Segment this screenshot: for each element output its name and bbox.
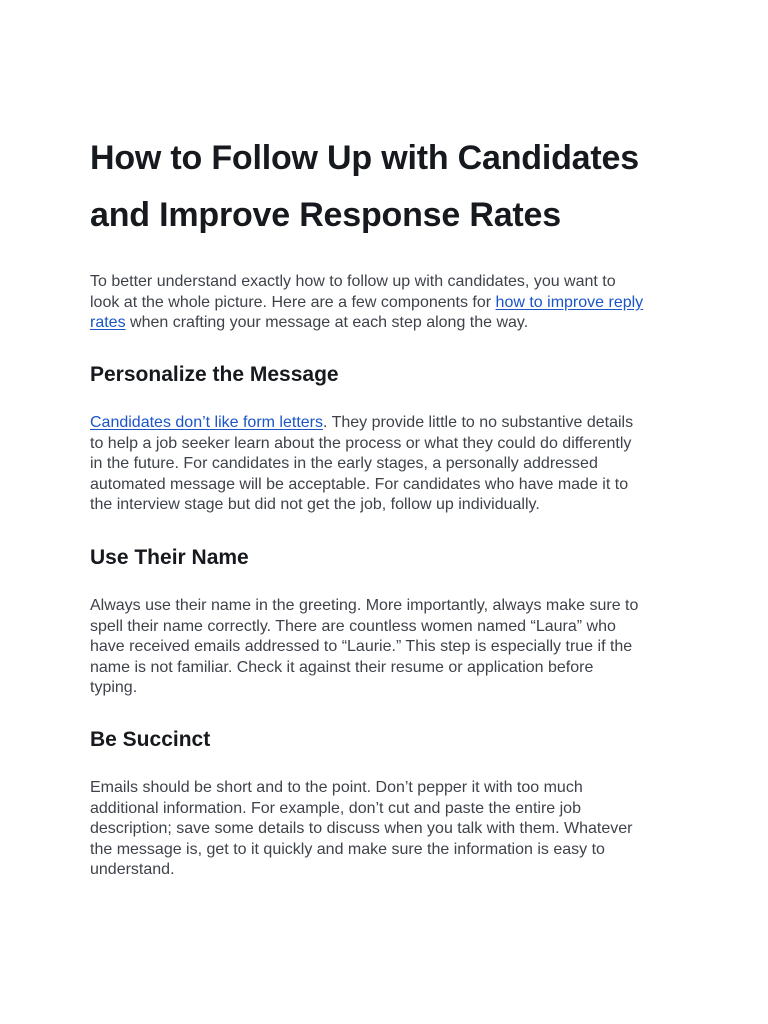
personalize-line-3: in the future. For candidates in the early stages, a personally addressed [90, 455, 598, 472]
personalize-text: . They provide little to no substantive details [323, 414, 634, 431]
intro-paragraph [90, 272, 682, 334]
use-name-line-3: have received emails addressed to “Laurie.” This step is especially true if the [90, 638, 633, 655]
intro-line-3 [90, 313, 682, 334]
personalize-line-4: automated message will be acceptable. For candidates who have made it to [90, 475, 629, 493]
succinct-line-4: the message is, get to it quickly and make sure the information is easy to [90, 840, 605, 858]
heading-personalize: Personalize the Message [90, 363, 339, 386]
personalize-line-5: the interview stage but did not get the job, follow up individually. [90, 496, 540, 513]
document-page [90, 0, 690, 1024]
succinct-line-3: description; save some details to discuss when you talk with them. Whatever [90, 820, 633, 837]
improve-reply-rates-link[interactable]: how to improve reply [495, 293, 644, 311]
use-name-paragraph [90, 596, 682, 699]
intro-text-end: when crafting your message at each step along the way. [125, 314, 529, 331]
form-letters-link[interactable]: Candidates don’t like form letters [90, 414, 323, 431]
intro-text: look at the whole picture. Here are a few components for [90, 293, 496, 311]
title-line-1: How to Follow Up with Candidates [90, 139, 639, 177]
title-line-2: and Improve Response Rates [90, 196, 561, 234]
succinct-line-2: additional information. For example, don’t cut and paste the entire job [90, 799, 581, 817]
succinct-paragraph [90, 778, 682, 881]
use-name-line-4: name is not familiar. Check it against their resume or application before [90, 658, 594, 676]
heading-be-succinct: Be Succinct [90, 728, 211, 751]
intro-line-1: To better understand exactly how to follow up with candidates, you want to [90, 273, 616, 290]
intro-line-2 [90, 293, 682, 314]
personalize-line-2: to help a job seeker learn about the process or what they could do differently [90, 434, 632, 452]
use-name-line-2: spell their name correctly. There are countless women named “Laura” who [90, 617, 616, 635]
personalize-paragraph [90, 413, 682, 516]
improve-reply-rates-link-continued[interactable]: rates [90, 314, 126, 331]
heading-use-their-name: Use Their Name [90, 546, 249, 569]
personalize-line-1 [90, 413, 682, 434]
use-name-line-1: Always use their name in the greeting. More importantly, always make sure to [90, 597, 639, 614]
succinct-line-5: understand. [90, 861, 175, 878]
page-title [90, 130, 690, 244]
succinct-line-1: Emails should be short and to the point. Don’t pepper it with too much [90, 779, 583, 796]
use-name-line-5: typing. [90, 679, 138, 696]
